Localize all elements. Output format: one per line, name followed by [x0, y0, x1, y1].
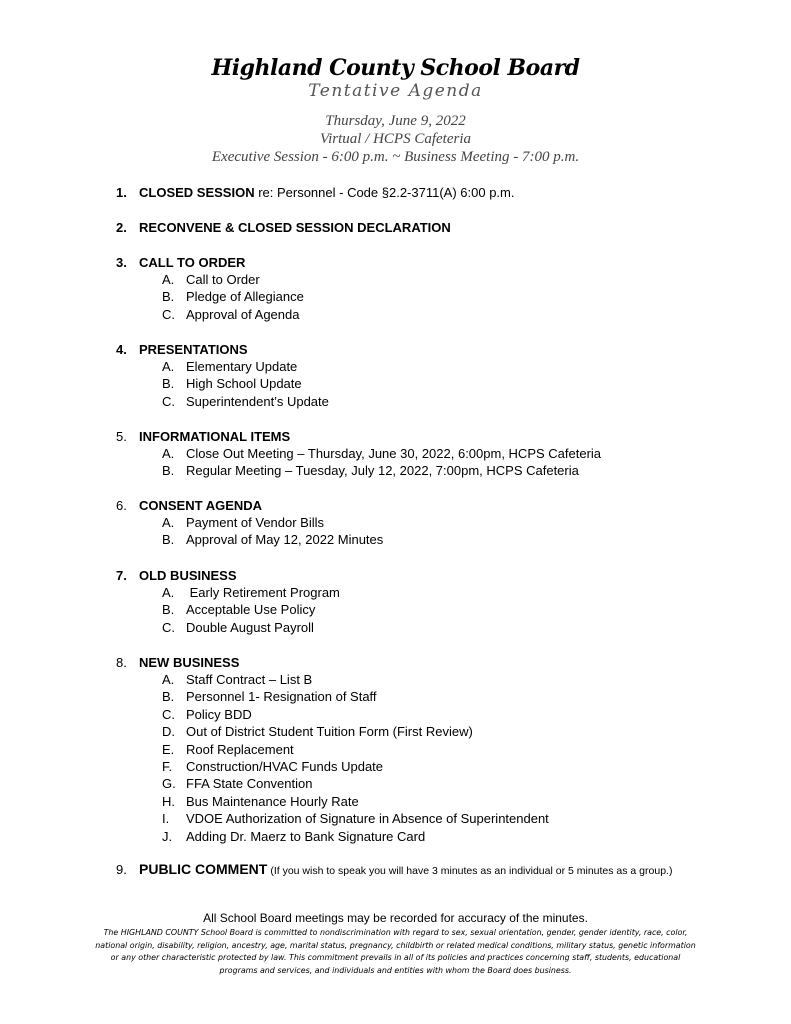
- agenda-section-public-comment: [116, 861, 672, 880]
- section-number: 1.: [116, 185, 127, 200]
- section-title: CALL TO ORDER: [139, 255, 246, 270]
- agenda-item: C. Policy BDD: [162, 706, 252, 722]
- section-number: 2.: [116, 220, 127, 235]
- agenda-item: A. Elementary Update: [162, 359, 298, 374]
- section-title: PRESENTATIONS: [139, 342, 248, 357]
- agenda-item: C. Double August Payroll: [162, 619, 314, 635]
- agenda-item: B. High School Update: [162, 376, 302, 392]
- section-note: (If you wish to speak you will have 3 minutes as an individual or 5 minutes as a group.): [270, 865, 673, 877]
- agenda-item: B. Approval of May 12, 2022 Minutes: [162, 532, 384, 548]
- agenda-item: B. Pledge of Allegiance: [162, 289, 304, 305]
- agenda-section-reconvene: [116, 219, 451, 236]
- nondiscrimination-statement: The HIGHLAND COUNTY School Board is committed to nondiscrimination with regard to sex, sexual orientation, gender, gender identity, race, color, national origin, disability, religion, ancestry, age, marital status, pregnancy, childbirth or related medical conditions, military status, genetic information or any other characteristic protected by law. This commitment prevails in all of its policies and practices concerning staff, students, educational programs and services, and individuals and entities with whom the Board does business.: [95, 928, 696, 975]
- agenda-item: A. Payment of Vendor Bills: [162, 515, 325, 530]
- agenda-item: C. Approval of Agenda: [162, 306, 300, 322]
- section-number: 8.: [116, 655, 127, 670]
- section-title: CLOSED SESSION: [139, 185, 255, 200]
- agenda-section-presentations: [116, 341, 329, 410]
- section-title: NEW BUSINESS: [139, 655, 240, 670]
- board-title: Highland County School Board: [211, 55, 580, 81]
- agenda-item: B. Acceptable Use Policy: [162, 602, 316, 618]
- agenda-item: D. Out of District Student Tuition Form (First Review): [162, 724, 473, 740]
- meeting-location: Virtual / HCPS Cafeteria: [320, 131, 471, 147]
- agenda-item: A. Call to Order: [162, 272, 260, 287]
- agenda-item: A. Early Retirement Program: [162, 585, 340, 600]
- agenda-item: C. Superintendent’s Update: [162, 393, 329, 409]
- agenda-item: A. Staff Contract – List B: [162, 672, 313, 687]
- agenda-item: J. Adding Dr. Maerz to Bank Signature Card: [162, 828, 426, 844]
- agenda-section-new-business: [116, 654, 549, 845]
- meeting-times: Executive Session - 6:00 p.m. ~ Business Meeting - 7:00 p.m.: [211, 149, 580, 165]
- section-title: OLD BUSINESS: [139, 568, 237, 583]
- section-title: PUBLIC COMMENT: [139, 861, 268, 877]
- agenda-item: F. Construction/HVAC Funds Update: [162, 758, 384, 774]
- agenda-item: A. Close Out Meeting – Thursday, June 30, 2022, 6:00pm, HCPS Cafeteria: [162, 446, 602, 461]
- agenda-section-call-to-order: [116, 254, 304, 323]
- section-number: 5.: [116, 429, 127, 444]
- section-detail: re: Personnel - Code §2.2-3711(A) 6:00 p.m.: [254, 185, 515, 200]
- section-number: 9.: [116, 862, 127, 877]
- agenda-section-closed-session: [116, 184, 514, 201]
- agenda-section-old-business: [116, 567, 340, 636]
- agenda-item: H. Bus Maintenance Hourly Rate: [162, 793, 359, 809]
- meeting-date: Thursday, June 9, 2022: [325, 113, 466, 129]
- agenda-item: B. Personnel 1- Resignation of Staff: [162, 689, 377, 705]
- agenda-item: G. FFA State Convention: [162, 776, 313, 792]
- section-number: 7.: [116, 568, 127, 583]
- section-title: INFORMATIONAL ITEMS: [139, 429, 291, 444]
- section-number: 4.: [116, 342, 127, 357]
- recording-notice: All School Board meetings may be recorded for accuracy of the minutes.: [203, 911, 588, 925]
- section-title: RECONVENE & CLOSED SESSION DECLARATION: [139, 220, 451, 235]
- agenda-item: E. Roof Replacement: [162, 741, 294, 757]
- section-number: 6.: [116, 498, 127, 513]
- section-title: CONSENT AGENDA: [139, 498, 263, 513]
- section-number: 3.: [116, 255, 127, 270]
- agenda-section-informational-items: [116, 428, 601, 480]
- agenda-subtitle: Tentative Agenda: [308, 81, 483, 101]
- agenda-item: B. Regular Meeting – Tuesday, July 12, 2022, 7:00pm, HCPS Cafeteria: [162, 463, 579, 479]
- agenda-section-consent-agenda: [116, 497, 383, 549]
- agenda-item: I. VDOE Authorization of Signature in Absence of Superintendent: [162, 811, 549, 827]
